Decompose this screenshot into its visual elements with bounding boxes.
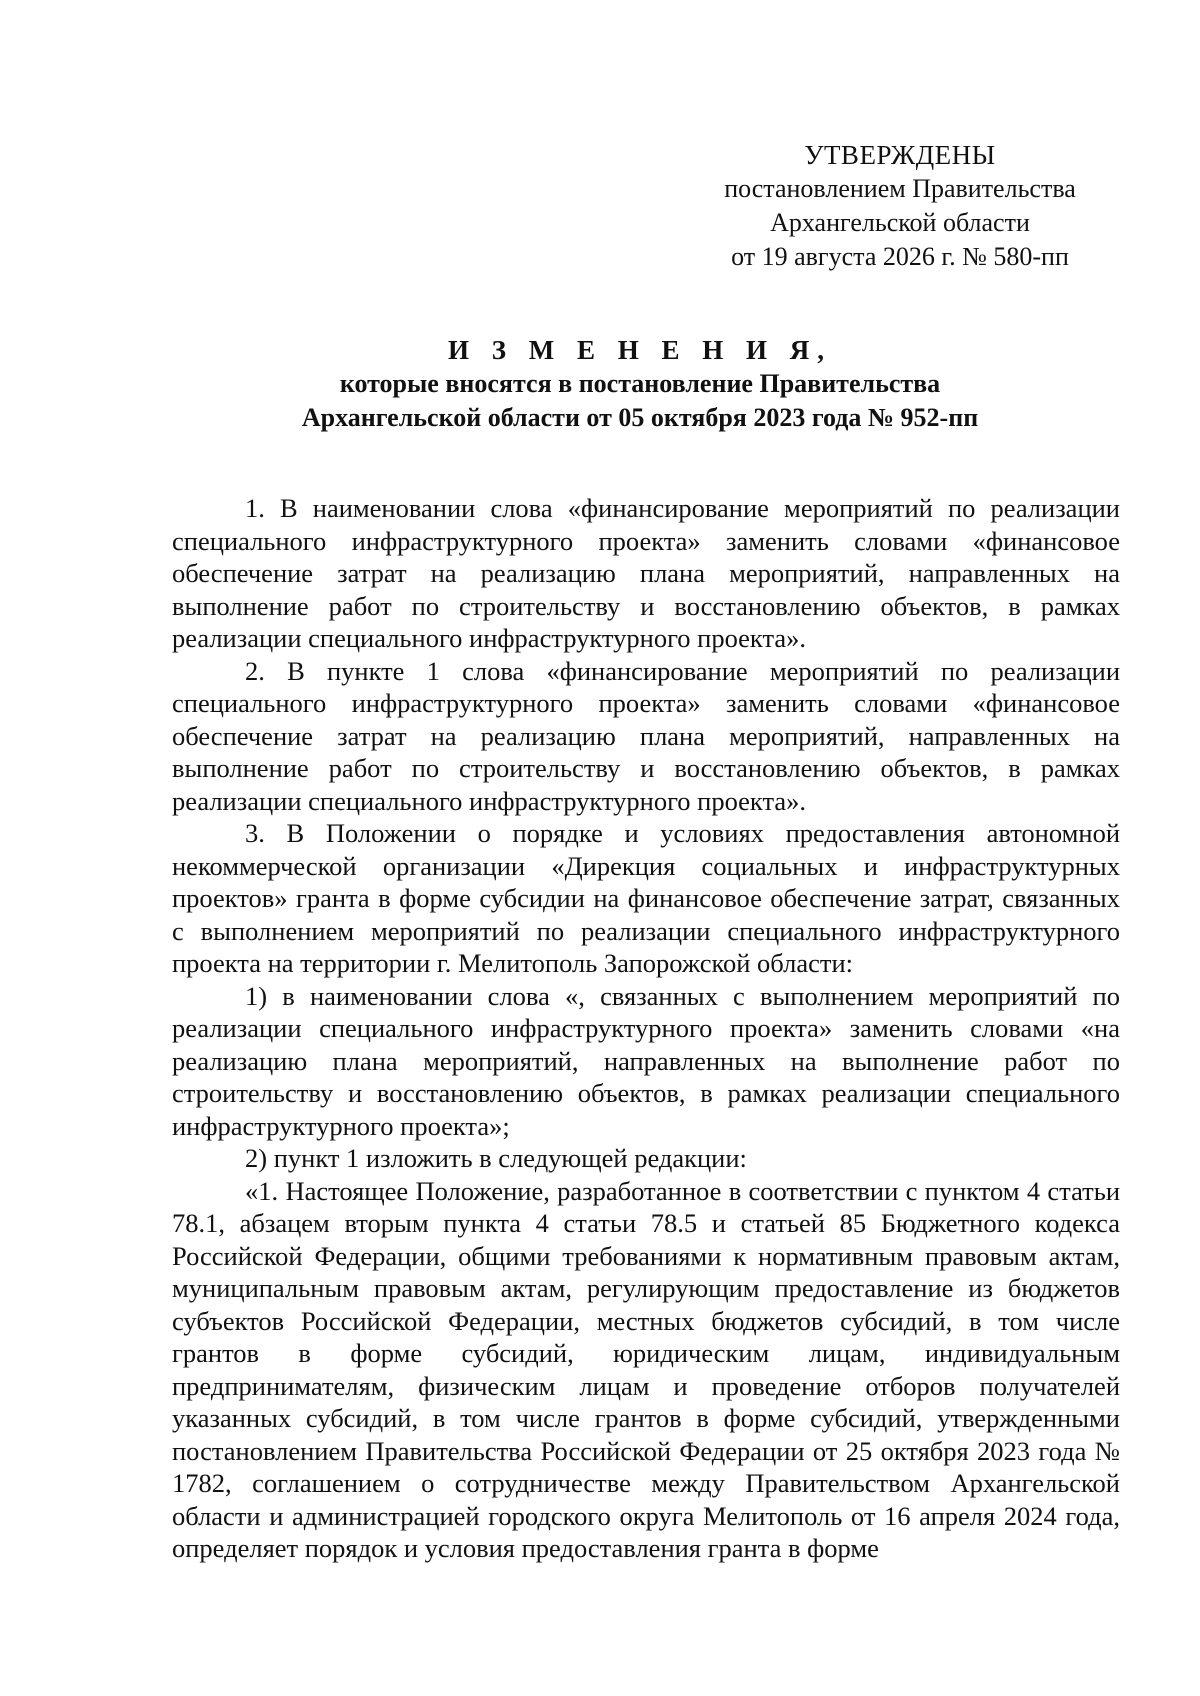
heading-line-2: Архангельской области от 05 октября 2023 года № 952-пп bbox=[301, 403, 979, 432]
paragraph-item-2: 2. В пункте 1 слова «финансирование мероприятий по реализации специального инфраструктурного проекта» заменить словами «финансовое обеспечение затрат на реализацию плана мероприятий, направленных на выполнение работ по строительству и восстановлению объектов, в рамках реализации специального инфраструктурного проекта». bbox=[172, 655, 1120, 816]
approval-stamp-block bbox=[690, 138, 1110, 274]
approval-line-2: Архангельской области bbox=[770, 208, 1030, 237]
approval-line-3: от 19 августа 2026 г. № 580-пп bbox=[731, 242, 1069, 271]
paragraph-subitem-1: 1) в наименовании слова «, связанных с выполнением мероприятий по реализации специального инфраструктурного проекта» заменить словами «на реализацию плана мероприятий, направленных на выполнение работ по строительству и восстановлению объектов, в рамках реализации специального инфраструктурного проекта»; bbox=[172, 980, 1120, 1141]
document-body bbox=[172, 492, 1120, 1565]
approval-line-1: постановлением Правительства bbox=[724, 174, 1076, 203]
heading-line-1: которые вносятся в постановление Правительства bbox=[339, 369, 941, 398]
paragraph-item-1: 1. В наименовании слова «финансирование мероприятий по реализации специального инфраструктурного проекта» заменить словами «финансовое обеспечение затрат на реализацию плана мероприятий, направленных на выполнение работ по строительству и восстановлению объектов, в рамках реализации специального инфраструктурного проекта». bbox=[172, 493, 1120, 653]
approval-title: УТВЕРЖДЕНЫ bbox=[804, 140, 996, 170]
paragraph-subitem-2: 2) пункт 1 изложить в следующей редакции: bbox=[245, 1143, 747, 1173]
document-heading bbox=[160, 333, 1120, 435]
heading-title: И З М Е Н Е Н И Я, bbox=[447, 335, 832, 365]
paragraph-quoted-text: «1. Настоящее Положение, разработанное в соответствии с пунктом 4 статьи 78.1, абзацем вторым пункта 4 статьи 78.5 и статьей 85 Бюджетного кодекса Российской Федерации, общими требованиями к нормативным правовым актам, муниципальным правовым актам, регулирующим предоставление из бюджетов субъектов Российской Федерации, местных бюджетов субсидий, в том числе грантов в форме субсидий, юридическим лицам, индивидуальным предпринимателям, физическим лицам и проведение отборов получателей указанных субсидий, в том числе грантов в форме субсидий, утвержденными постановлением Правительства Российской Федерации от 25 октября 2023 года № 1782, соглашением о сотрудничестве между Правительством Архангельской области и администрацией городского округа Мелитополь от 16 апреля 2024 года, определяет порядок и условия предоставления гранта в форме bbox=[172, 1175, 1120, 1563]
paragraph-item-3: 3. В Положении о порядке и условиях предоставления автономной некоммерческой организации «Дирекция социальных и инфраструктурных проектов» гранта в форме субсидии на финансовое обеспечение затрат, связанных с выполнением мероприятий по реализации специального инфраструктурного проекта на территории г. Мелитополь Запорожской области: bbox=[172, 818, 1120, 978]
